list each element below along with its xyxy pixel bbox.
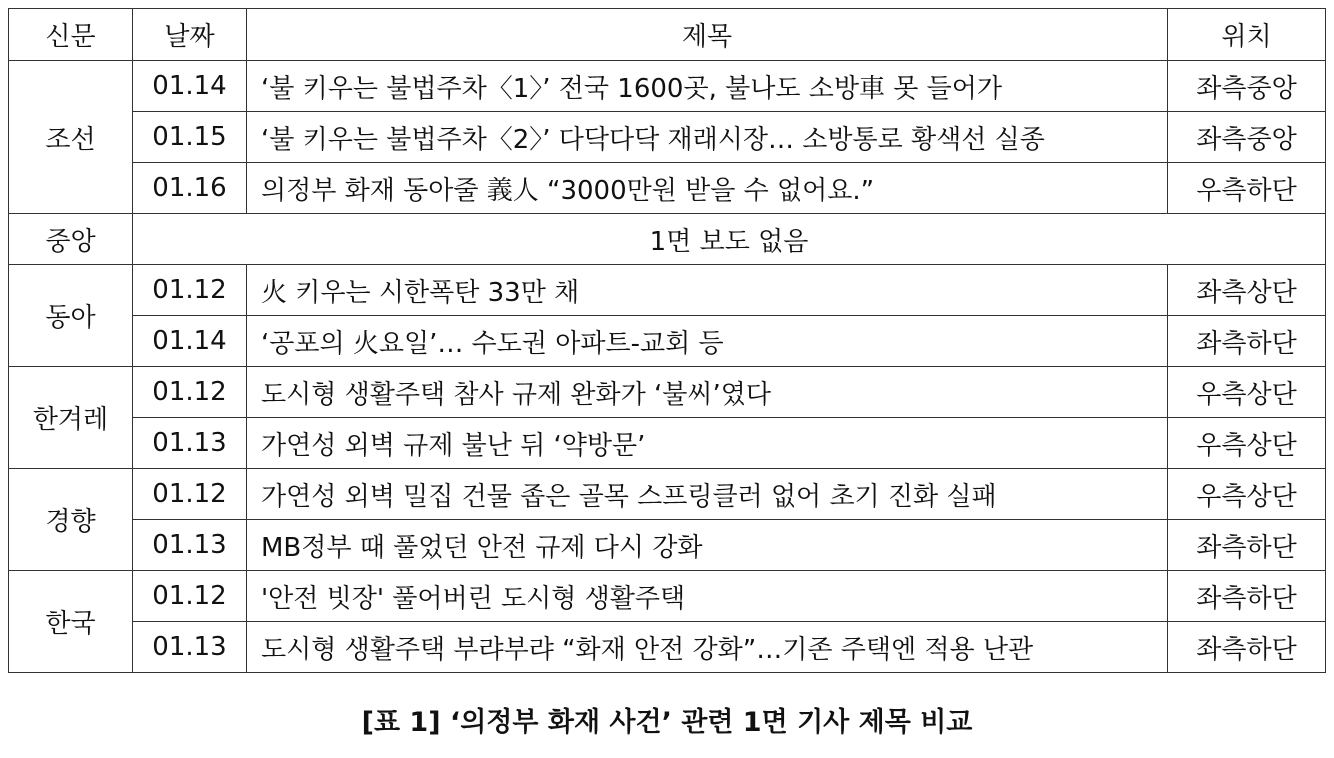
headline-cell: 도시형 생활주택 참사 규제 완화가 ‘불씨’였다: [247, 367, 1168, 418]
headline-cell: 의정부 화재 동아줄 義人 “3000만원 받을 수 없어요.”: [247, 163, 1168, 214]
date-cell: 01.13: [133, 622, 247, 673]
table-row: [9, 265, 1326, 316]
headline-cell: ‘불 키우는 불법주차〈2〉’ 다닥다닥 재래시장… 소방통로 황색선 실종: [247, 112, 1168, 163]
position-cell: 좌측하단: [1168, 520, 1326, 571]
headline-cell: MB정부 때 풀었던 안전 규제 다시 강화: [247, 520, 1168, 571]
table-row: [9, 418, 1326, 469]
table-row: [9, 163, 1326, 214]
position-cell: 좌측중앙: [1168, 61, 1326, 112]
date-cell: 01.12: [133, 367, 247, 418]
position-cell: 좌측하단: [1168, 316, 1326, 367]
position-cell: 우측하단: [1168, 163, 1326, 214]
table-row: [9, 316, 1326, 367]
position-cell: 좌측하단: [1168, 571, 1326, 622]
date-cell: 01.12: [133, 469, 247, 520]
position-cell: 좌측상단: [1168, 265, 1326, 316]
date-cell: 01.14: [133, 61, 247, 112]
table-row: [9, 520, 1326, 571]
header-position: 위치: [1168, 9, 1326, 61]
newspaper-cell-kyunghyang: 경향: [9, 469, 133, 571]
headline-cell: '안전 빗장' 풀어버린 도시형 생활주택: [247, 571, 1168, 622]
date-cell: 01.13: [133, 418, 247, 469]
table-header-row: [9, 9, 1326, 61]
position-cell: 좌측하단: [1168, 622, 1326, 673]
table-row: [9, 214, 1326, 265]
table-row: [9, 61, 1326, 112]
date-cell: 01.12: [133, 571, 247, 622]
header-newspaper: 신문: [9, 9, 133, 61]
table-row: [9, 112, 1326, 163]
position-cell: 우측상단: [1168, 469, 1326, 520]
table-row: [9, 469, 1326, 520]
newspaper-cell-donga: 동아: [9, 265, 133, 367]
newspaper-cell-chosun: 조선: [9, 61, 133, 214]
date-cell: 01.15: [133, 112, 247, 163]
newspaper-cell-joongang: 중앙: [9, 214, 133, 265]
newspaper-cell-hankyoreh: 한겨레: [9, 367, 133, 469]
date-cell: 01.13: [133, 520, 247, 571]
header-date: 날짜: [133, 9, 247, 61]
no-coverage-note: 1면 보도 없음: [133, 214, 1326, 265]
headline-cell: 가연성 외벽 규제 불난 뒤 ‘약방문’: [247, 418, 1168, 469]
position-cell: 좌측중앙: [1168, 112, 1326, 163]
table-row: [9, 367, 1326, 418]
headline-cell: 가연성 외벽 밀집 건물 좁은 골목 스프링클러 없어 초기 진화 실패: [247, 469, 1168, 520]
headline-cell: ‘공포의 火요일’… 수도권 아파트-교회 등: [247, 316, 1168, 367]
position-cell: 우측상단: [1168, 367, 1326, 418]
table-row: [9, 622, 1326, 673]
table-row: [9, 571, 1326, 622]
newspaper-headline-table: [8, 8, 1326, 673]
newspaper-cell-hankook: 한국: [9, 571, 133, 673]
table-caption: [표 1] ‘의정부 화재 사건’ 관련 1면 기사 제목 비교: [361, 707, 973, 738]
headline-cell: 火 키우는 시한폭탄 33만 채: [247, 265, 1168, 316]
date-cell: 01.14: [133, 316, 247, 367]
headline-cell: ‘불 키우는 불법주차〈1〉’ 전국 1600곳, 불나도 소방車 못 들어가: [247, 61, 1168, 112]
date-cell: 01.16: [133, 163, 247, 214]
headline-cell: 도시형 생활주택 부랴부랴 “화재 안전 강화”…기존 주택엔 적용 난관: [247, 622, 1168, 673]
position-cell: 우측상단: [1168, 418, 1326, 469]
date-cell: 01.12: [133, 265, 247, 316]
header-title: 제목: [247, 9, 1168, 61]
